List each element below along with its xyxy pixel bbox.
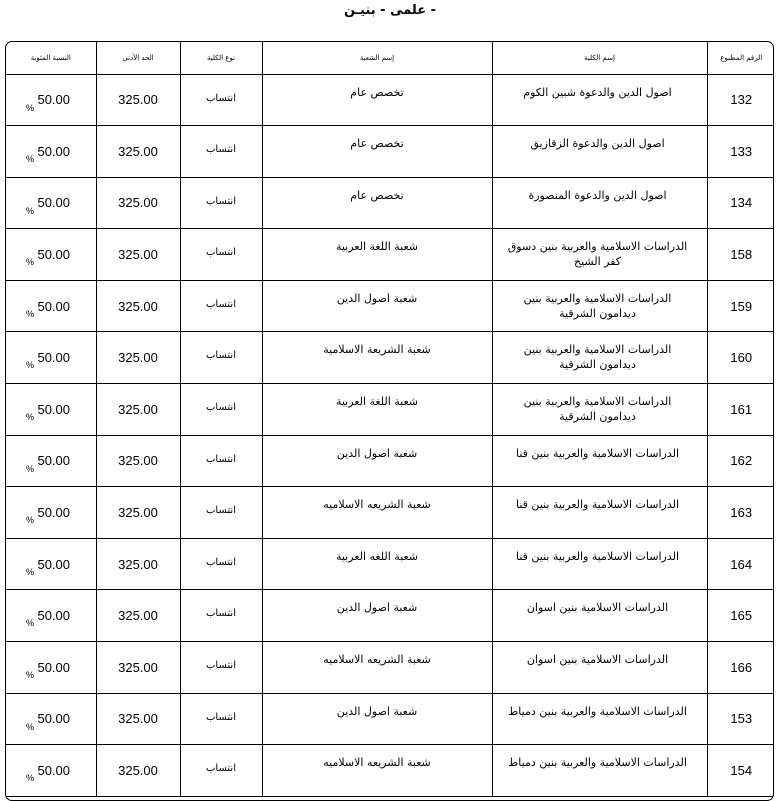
row-type: انتساب [180,332,262,384]
row-min: 325.00 [96,642,180,694]
table-row [6,590,774,642]
row-min: 325.00 [96,177,180,229]
pct-value: 50.00 [37,143,71,159]
row-pct [6,332,96,384]
pct-sign: % [26,154,35,165]
pct-sign: % [26,515,35,526]
row-pct [6,280,96,332]
pct-sign: % [26,721,35,732]
row-branch: شعبة اللغة العربية [262,384,492,436]
header-college: إسم الكلية [492,42,707,74]
row-college: الدراسات الاسلامية والعربية بنين ديدامون الشرقية [492,280,707,332]
row-pct [6,435,96,487]
table-row [6,332,774,384]
row-pct [6,74,96,126]
row-code: 161 [707,384,774,436]
table-row [6,280,774,332]
header-min: الحد الأدنى [96,42,180,74]
pct-sign: % [26,463,35,474]
row-code: 164 [707,538,774,590]
results-table-frame [5,41,774,801]
pct-value: 50.00 [37,92,71,108]
row-college: الدراسات الاسلامية والعربية بنين قنا [492,487,707,539]
pct-value: 50.00 [37,556,71,572]
header-type: نوع الكلية [180,42,262,74]
row-min: 325.00 [96,280,180,332]
pct-value: 50.00 [37,608,71,624]
row-branch: شعبة اصول الدين [262,435,492,487]
row-code: 134 [707,177,774,229]
row-code: 159 [707,280,774,332]
row-college: الدراسات الاسلامية بنين اسوان [492,590,707,642]
row-college: اصول الدين والدعوة شبين الكوم [492,74,707,126]
table-row [6,229,774,281]
row-type: انتساب [180,590,262,642]
row-code: 162 [707,435,774,487]
pct-sign: % [26,308,35,319]
pct-value: 50.00 [37,195,71,211]
row-college: الدراسات الاسلامية والعربية بنين ديدامون الشرقية [492,332,707,384]
row-college: الدراسات الاسلامية والعربية بنين قنا [492,435,707,487]
row-type: انتساب [180,280,262,332]
row-branch: شعبة الشريعه الاسلاميه [262,487,492,539]
row-college: الدراسات الاسلامية والعربية بنين دمياط [492,693,707,745]
row-type: انتساب [180,229,262,281]
row-branch: شعبة الشريعة الاسلامية [262,332,492,384]
row-pct [6,693,96,745]
row-type: انتساب [180,538,262,590]
row-branch: شعبة اصول الدين [262,693,492,745]
row-type: انتساب [180,693,262,745]
pct-sign: % [26,205,35,216]
table-header-row [6,42,774,74]
row-code: 133 [707,126,774,178]
table-row [6,435,774,487]
row-code: 154 [707,745,774,797]
row-pct [6,126,96,178]
row-type: انتساب [180,745,262,797]
header-branch: إسم الشعبة [262,42,492,74]
row-college: اصول الدين والدعوة الزقازيق [492,126,707,178]
table-row [6,177,774,229]
row-branch: تخصص عام [262,177,492,229]
row-pct [6,590,96,642]
row-college: الدراسات الاسلامية والعربية بنين ديدامون الشرقية [492,384,707,436]
row-type: انتساب [180,435,262,487]
pct-value: 50.00 [37,247,71,263]
row-code: 166 [707,642,774,694]
row-branch: شعبة اصول الدين [262,590,492,642]
row-pct [6,487,96,539]
row-code: 165 [707,590,774,642]
pct-sign: % [26,618,35,629]
row-type: انتساب [180,74,262,126]
row-pct [6,642,96,694]
table-row [6,642,774,694]
row-college: الدراسات الاسلامية والعربية بنين قنا [492,538,707,590]
row-type: انتساب [180,384,262,436]
table-row [6,693,774,745]
table-row [6,74,774,126]
row-branch: شعبة اصول الدين [262,280,492,332]
row-min: 325.00 [96,590,180,642]
header-pct: النسبة المئوية [6,42,96,74]
row-min: 325.00 [96,384,180,436]
row-branch: شعبة اللغة العربية [262,229,492,281]
row-code: 132 [707,74,774,126]
row-pct [6,384,96,436]
row-branch: شعبة الشريعه الاسلاميه [262,745,492,797]
table-row [6,538,774,590]
pct-sign: % [26,566,35,577]
pct-value: 50.00 [37,659,71,675]
row-pct [6,229,96,281]
pct-value: 50.00 [37,505,71,521]
pct-sign: % [26,670,35,681]
row-min: 325.00 [96,229,180,281]
table-row [6,384,774,436]
pct-value: 50.00 [37,401,71,417]
pct-sign: % [26,412,35,423]
row-min: 325.00 [96,435,180,487]
row-type: انتساب [180,487,262,539]
pct-sign: % [26,102,35,113]
row-min: 325.00 [96,538,180,590]
row-min: 325.00 [96,693,180,745]
pct-value: 50.00 [37,453,71,469]
row-code: 158 [707,229,774,281]
pct-sign: % [26,360,35,371]
pct-sign: % [26,773,35,784]
row-code: 163 [707,487,774,539]
row-min: 325.00 [96,332,180,384]
row-pct [6,177,96,229]
page-title: - علمى - بنيـن [343,3,437,18]
row-branch: تخصص عام [262,74,492,126]
table-row [6,487,774,539]
row-type: انتساب [180,126,262,178]
pct-value: 50.00 [37,298,71,314]
row-branch: شعبة الشريعه الاسلاميه [262,642,492,694]
row-code: 153 [707,693,774,745]
row-code: 160 [707,332,774,384]
row-type: انتساب [180,177,262,229]
row-min: 325.00 [96,487,180,539]
header-code: الرقم المطبوع [707,42,774,74]
pct-sign: % [26,257,35,268]
row-branch: تخصص عام [262,126,492,178]
pct-value: 50.00 [37,763,71,779]
row-college: الدراسات الاسلامية والعربية بنين دمياط [492,745,707,797]
row-college: الدراسات الاسلامية بنين اسوان [492,642,707,694]
row-pct [6,538,96,590]
results-table [6,42,774,797]
row-branch: شعبة اللغه العربية [262,538,492,590]
row-college: الدراسات الاسلامية والعربية بنين دسوق كفر الشيخ [492,229,707,281]
row-min: 325.00 [96,126,180,178]
pct-value: 50.00 [37,711,71,727]
row-min: 325.00 [96,745,180,797]
row-min: 325.00 [96,74,180,126]
row-type: انتساب [180,642,262,694]
table-row [6,126,774,178]
pct-value: 50.00 [37,350,71,366]
row-college: اصول الدين والدعوة المنصورة [492,177,707,229]
